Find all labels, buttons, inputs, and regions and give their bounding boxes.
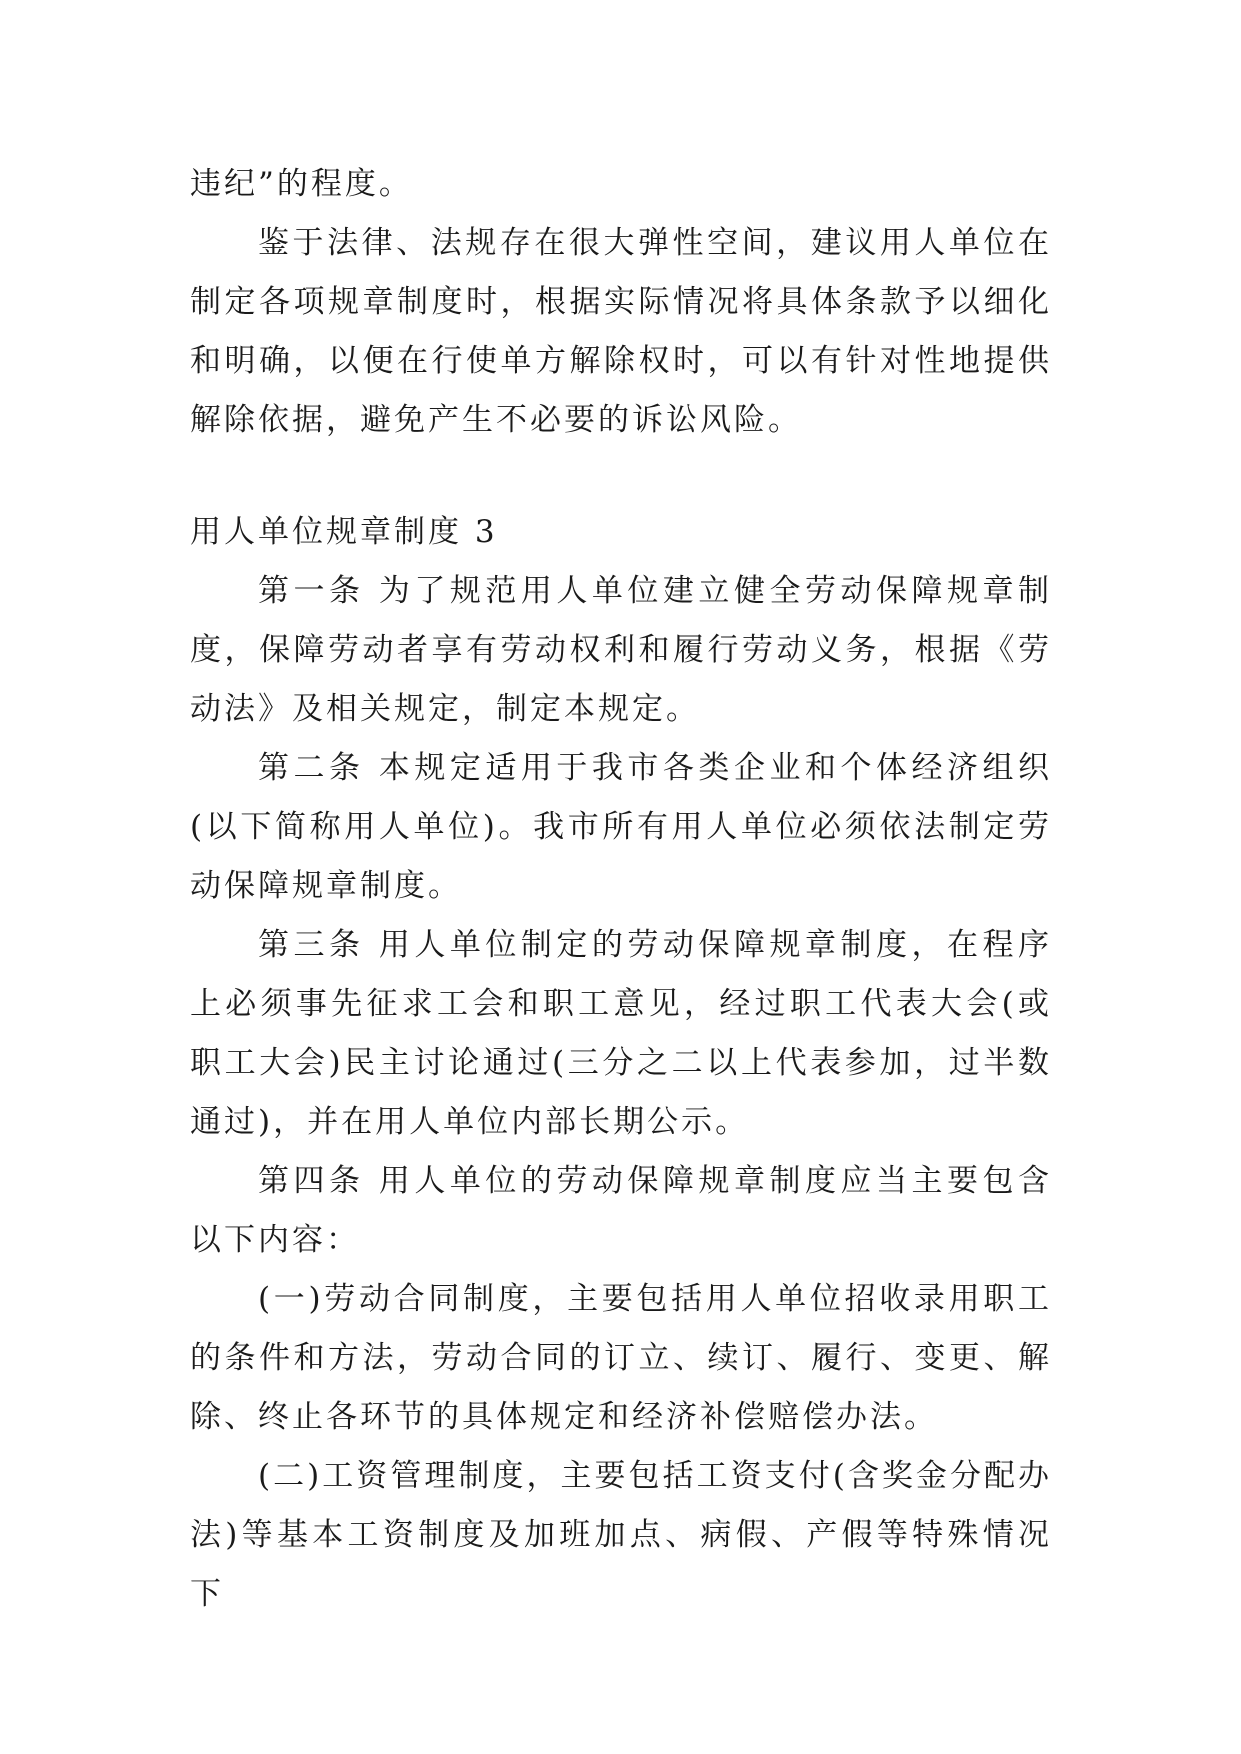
section-title: 用人单位规章制度 3 [190,514,498,550]
article-1: 第一条 为了规范用人单位建立健全劳动保障规章制度，保障劳动者享有劳动权利和履行劳动义务，根据《劳动法》及相关规定，制定本规定。 [190,573,1052,727]
article-3: 第三条 用人单位制定的劳动保障规章制度，在程序上必须事先征求工会和职工意见，经过职工代表大会(或职工大会)民主讨论通过(三分之二以上代表参加，过半数通过)，并在用人单位内部长期公示。 [190,927,1052,1140]
article-4-item-2: (二)工资管理制度，主要包括工资支付(含奖金分配办法)等基本工资制度及加班加点、病假、产假等特殊情况下 [190,1458,1052,1612]
paragraph-recommendation: 鉴于法律、法规存在很大弹性空间，建议用人单位在制定各项规章制度时，根据实际情况将具体条款予以细化和明确，以便在行使单方解除权时，可以有针对性地提供解除依据，避免产生不必要的诉讼风险。 [190,225,1052,438]
article-2: 第二条 本规定适用于我市各类企业和个体经济组织(以下简称用人单位)。我市所有用人单位必须依法制定劳动保障规章制度。 [190,750,1052,904]
document-body [190,155,1052,1624]
paragraph-continuation: 违纪”的程度。 [190,166,413,202]
article-4-item-1: (一)劳动合同制度，主要包括用人单位招收录用职工的条件和方法，劳动合同的订立、续订、履行、变更、解除、终止各环节的具体规定和经济补偿赔偿办法。 [190,1281,1052,1435]
article-4: 第四条 用人单位的劳动保障规章制度应当主要包含以下内容： [190,1163,1052,1258]
